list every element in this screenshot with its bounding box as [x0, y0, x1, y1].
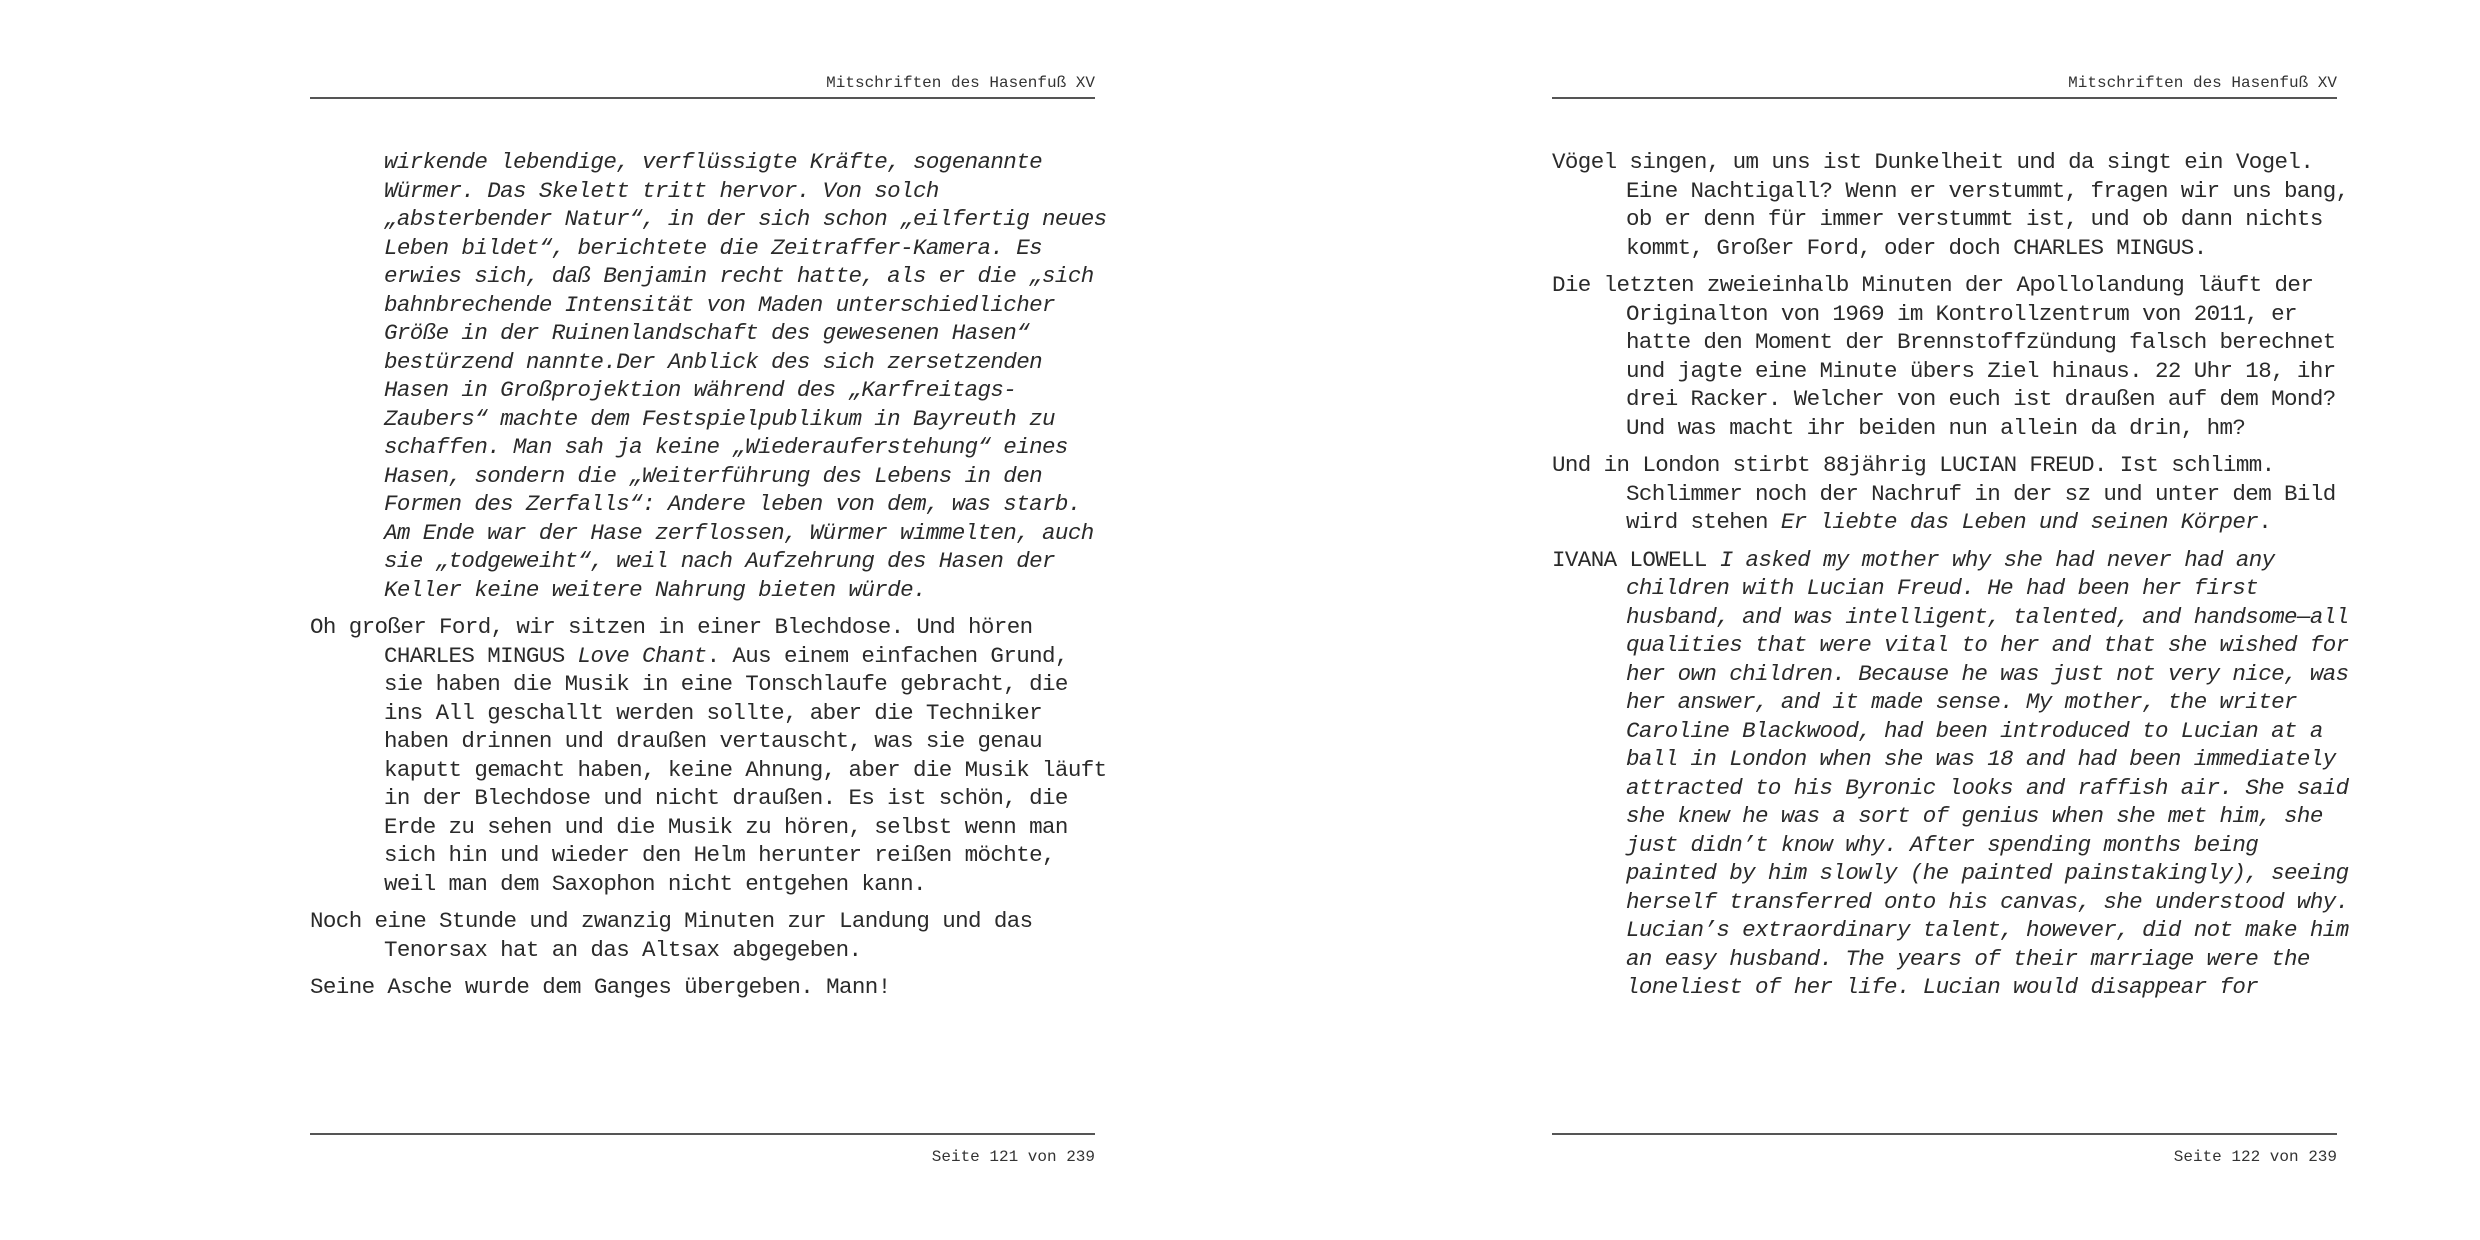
text-segment: Noch eine Stunde und zwanzig Minuten zur Landung und das Tenorsax hat an das Altsax abgegeben. [310, 908, 1033, 963]
paragraph [310, 907, 1110, 964]
text-segment: . Aus einem einfachen Grund, sie haben die Musik in eine Tonschlaufe gebracht, die ins All geschallt werden sollte, aber die Techniker haben drinnen und draußen vertauscht, was sie genau kaputt gemacht haben, keine Ahnung, aber die Musik läuft in der Blechdose und nicht draußen. Es ist schön, die Erde zu sehen und die Musik zu hören, selbst wenn man sich hin und wieder den Helm herunter reißen möchte, weil man dem Saxophon nicht entgehen kann. [384, 642, 1107, 897]
speaker-name: IVANA LOWELL [1552, 546, 1720, 573]
paragraph [1552, 271, 2352, 442]
text-segment: Die letzten zweieinhalb Minuten der Apollolandung läuft der Originalton von 1969 im Kontrollzentrum von 2011, er hatte den Moment der Brennstoffzündung falsch berechnet und jagte eine Minute übers Ziel hinaus. 22 Uhr 18, ihr drei Racker. Welcher von euch ist draußen auf dem Mond? Und was macht ihr beiden nun allein da drin, hm? [1552, 272, 2336, 441]
page-number: Seite 122 von 239 [2173, 1148, 2337, 1166]
title-text: Love Chant [577, 642, 707, 669]
text-segment: Oh großer Ford, wir sitzen in einer Blechdose. Und hören CHARLES MINGUS [310, 614, 1033, 669]
paragraph [310, 148, 1110, 604]
quote-text: I asked my mother why she had never had any children with Lucian Freud. He had been her first husband, and was intelligent, talented, and handsome—all qualities that were vital to her and that she wished for her own children. Because he was just not very nice, was her answer, and it made sense. My mother, the writer Caroline Blackwood, had been introduced to Lucian at a ball in London when she was 18 and had been immediately attracted to his Byronic looks and raffish air. She said she knew he was a sort of genius when she met him, she just didn’t know why. After spending months being painted by him slowly (he painted painstakingly), seeing herself transferred onto his canvas, she understood why. Lucian’s extraordinary talent, however, did not make him an easy husband. The years of their marriage were the loneliest of her life. Lucian would disappear for [1626, 546, 2349, 1000]
left-page [310, 0, 1110, 1240]
paragraph [1552, 546, 2352, 1002]
paragraph [1552, 148, 2352, 262]
paragraph [310, 973, 1110, 1002]
text-segment: Seine Asche wurde dem Ganges übergeben. Mann! [310, 974, 891, 1000]
right-page [1552, 0, 2352, 1240]
footer-rule [1552, 1133, 2337, 1135]
header-rule [310, 97, 1095, 99]
running-head: Mitschriften des Hasenfuß XV [2068, 74, 2337, 92]
text-segment: Und in London stirbt 88jährig LUCIAN FREUD. Ist schlimm. Schlimmer noch der Nachruf in der sz und unter dem Bild wird stehen [1552, 452, 2336, 535]
body-text [1552, 148, 2352, 1011]
text-segment: Vögel singen, um uns ist Dunkelheit und da singt ein Vogel. Eine Nachtigall? Wenn er verstummt, fragen wir uns bang, ob er denn für immer verstummt ist, und ob dann nichts kommt, Großer Ford, oder doch CHARLES MINGUS. [1552, 149, 2349, 261]
quote-text: wirkende lebendige, verflüssigte Kräfte, sogenannte Würmer. Das Skelett tritt hervor. Von solch „absterbender Natur“, in der sich schon „eilfertig neues Leben bildet“, berichtete die Zeitraffer-Kamera. Es erwies sich, daß Benjamin recht hatte, als er die „sich bahnbrechende Intensität von Maden unterschiedlicher Größe in der Ruinenlandschaft des gewesenen Hasen“ bestürzend nannte.Der Anblick des sich zersetzenden Hasen in Großprojektion während des „Karfreitags-Zaubers“ machte dem Festspielpublikum in Bayreuth zu schaffen. Man sah ja keine „Wiederauferstehung“ eines Hasen, sondern die „Weiterführung des Lebens in den Formen des Zerfalls“: Andere leben von dem, was starb. Am Ende war der Hase zerflossen, Würmer wimmelten, auch sie „todgeweiht“, weil nach Aufzehrung des Hasen der Keller keine weitere Nahrung bieten würde. [384, 149, 1107, 603]
body-text [310, 148, 1110, 1011]
header-rule [1552, 97, 2337, 99]
running-head: Mitschriften des Hasenfuß XV [826, 74, 1095, 92]
paragraph [1552, 451, 2352, 537]
paragraph [310, 613, 1110, 898]
text-segment: . [2258, 509, 2272, 535]
footer-rule [310, 1133, 1095, 1135]
page-number: Seite 121 von 239 [931, 1148, 1095, 1166]
caption-text: Er liebte das Leben und seinen Körper [1780, 509, 2259, 535]
